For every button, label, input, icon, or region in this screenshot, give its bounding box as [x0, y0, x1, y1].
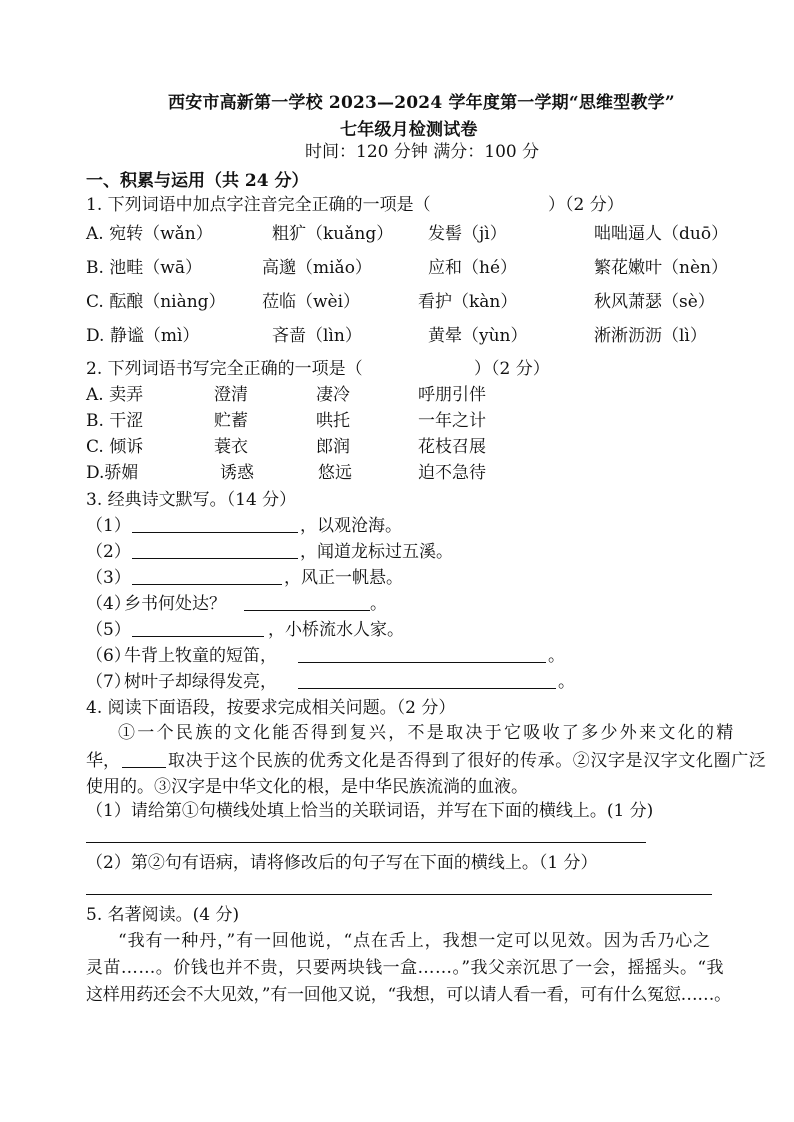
q1-option-b-word3: 应和（hé）	[428, 258, 518, 278]
q1-option-a-word3: 发髻（jì）	[428, 224, 507, 244]
q3-item-text: ，风正一帆悬。	[284, 568, 403, 588]
q1-option-d-word2: 吝啬（lìn）	[272, 326, 362, 346]
q3-item-text: ，以观沧海。	[300, 516, 402, 536]
q1-stem: 1. 下列词语中加点字注音完全正确的一项是（	[86, 195, 431, 215]
q5-passage-line3: 这样用药还会不大见效，”有一回他又说，“我想，可以请人看一看，可有什么冤愆……。	[86, 985, 731, 1005]
q1-option-d-word4: 淅淅沥沥（lì）	[594, 326, 707, 346]
q2-option-c: C. 倾诉	[86, 437, 144, 457]
q5-stem: 5. 名著阅读。(4 分)	[86, 905, 240, 925]
q1-option-d: D. 静谧（mì）	[86, 326, 200, 346]
exam-subtitle: 七年级月检测试卷	[340, 120, 478, 140]
q3-item-number: （3）	[86, 568, 131, 588]
q1-option-b-word2: 高邈（miǎo）	[262, 258, 372, 278]
q2-option-b-word4: 一年之计	[418, 411, 486, 431]
q2-option-c-word4: 花枝召展	[418, 437, 486, 457]
q3-item-prompt: 乡书何处达？	[124, 594, 226, 614]
q5-passage-line2: 灵苗……。价钱也并不贵，只要两块钱一盒……。”我父亲沉思了一会，摇摇头。“我	[86, 958, 724, 978]
q2-option-b-word3: 哄托	[316, 411, 350, 431]
q2-option-d-word2: 诱惑	[220, 463, 254, 483]
q3-stem: 3. 经典诗文默写。（14 分）	[86, 490, 297, 510]
q3-item-number: （2）	[86, 542, 131, 562]
q1-option-d-word3: 黄晕（yùn）	[428, 326, 528, 346]
q2-option-a: A. 卖弄	[86, 385, 144, 405]
q5-passage-line1: “我有一种丹，”有一回他说，“点在舌上，我想一定可以见效。因为舌乃心之	[118, 931, 712, 951]
q1-option-c-word2: 莅临（wèi）	[262, 292, 361, 312]
q3-item-number: （1）	[86, 516, 131, 536]
exam-title: 西安市高新第一学校 2023—2024 学年度第一学期“思维型教学”	[168, 93, 675, 113]
q1-option-a-word4: 咄咄逼人（duō）	[594, 224, 729, 244]
q3-item-text: 。	[548, 646, 565, 666]
q3-item-number: （5）	[86, 620, 131, 640]
q2-option-a-word3: 凄冷	[316, 385, 350, 405]
q3-item-number: （7）	[86, 672, 131, 692]
q2-option-d-word4: 迫不急待	[418, 463, 486, 483]
q1-stem-end: ）（2 分）	[548, 195, 624, 215]
q2-option-b-word2: 贮蓄	[214, 411, 248, 431]
q1-option-c: C. 酝酿（niàng）	[86, 292, 226, 312]
q2-option-c-word2: 蓑衣	[214, 437, 248, 457]
q2-option-d: D.骄媚	[86, 463, 139, 483]
q3-item-number: （4）	[86, 594, 131, 614]
q1-option-a-word2: 粗犷（kuǎng）	[272, 224, 394, 244]
q1-option-c-word4: 秋风萧瑟（sè）	[594, 292, 715, 312]
q4-connective-blank[interactable]	[122, 767, 166, 768]
q3-answer-blank[interactable]	[132, 584, 282, 585]
q4-passage-line1: ①一个民族的文化能否得到复兴，不是取决于它吸收了多少外来文化的精	[118, 723, 736, 743]
q3-item-prompt: 树叶子却绿得发亮，	[124, 672, 277, 692]
q1-option-b-word4: 繁花嫩叶（nèn）	[594, 258, 728, 278]
q2-option-a-word4: 呼朋引伴	[418, 385, 486, 405]
q4-passage-line2: 取决于这个民族的优秀文化是否得到了很好的传承。②汉字是汉字文化圈广泛	[168, 751, 767, 771]
q4-answer-line-1[interactable]	[86, 842, 646, 843]
q4-stem: 4. 阅读下面语段，按要求完成相关问题。（2 分）	[86, 698, 456, 718]
q3-item-text: ，小桥流水人家。	[268, 620, 404, 640]
q3-answer-blank[interactable]	[298, 688, 556, 689]
q3-answer-blank[interactable]	[132, 558, 298, 559]
q4-answer-line-2[interactable]	[86, 894, 712, 895]
q3-answer-blank[interactable]	[132, 532, 298, 533]
q2-stem: 2. 下列词语书写完全正确的一项是（	[86, 359, 363, 379]
q3-answer-blank[interactable]	[298, 662, 546, 663]
q2-option-d-word3: 悠远	[318, 463, 352, 483]
q4-passage-line3: 使用的。③汉字是中华文化的根，是中华民族流淌的血液。	[86, 777, 528, 797]
q4-passage-line2-start: 华，	[86, 751, 120, 771]
q1-option-c-word3: 看护（kàn）	[418, 292, 518, 312]
q2-option-b: B. 干涩	[86, 411, 144, 431]
q2-stem-end: ）（2 分）	[474, 359, 550, 379]
q4-subquestion-1: （1）请给第①句横线处填上恰当的关联词语，并写在下面的横线上。(1 分)	[86, 801, 654, 821]
q3-item-prompt: 牛背上牧童的短笛，	[124, 646, 277, 666]
q1-option-b: B. 池畦（wā）	[86, 258, 202, 278]
q4-subquestion-2: （2）第②句有语病，请将修改后的句子写在下面的横线上。（1 分）	[86, 853, 598, 873]
q3-item-number: （6）	[86, 646, 131, 666]
q2-option-c-word3: 郎润	[316, 437, 350, 457]
q3-item-text: ，闻道龙标过五溪。	[300, 542, 453, 562]
section-heading: 一、积累与运用（共 24 分）	[86, 171, 309, 191]
q3-item-text: 。	[370, 594, 387, 614]
time-score-line: 时间：120 分钟 满分：100 分	[305, 142, 540, 162]
q3-answer-blank[interactable]	[244, 610, 370, 611]
q3-answer-blank[interactable]	[132, 636, 264, 637]
q3-item-text: 。	[558, 672, 575, 692]
q1-option-a: A. 宛转（wǎn）	[86, 224, 213, 244]
q2-option-a-word2: 澄清	[214, 385, 248, 405]
